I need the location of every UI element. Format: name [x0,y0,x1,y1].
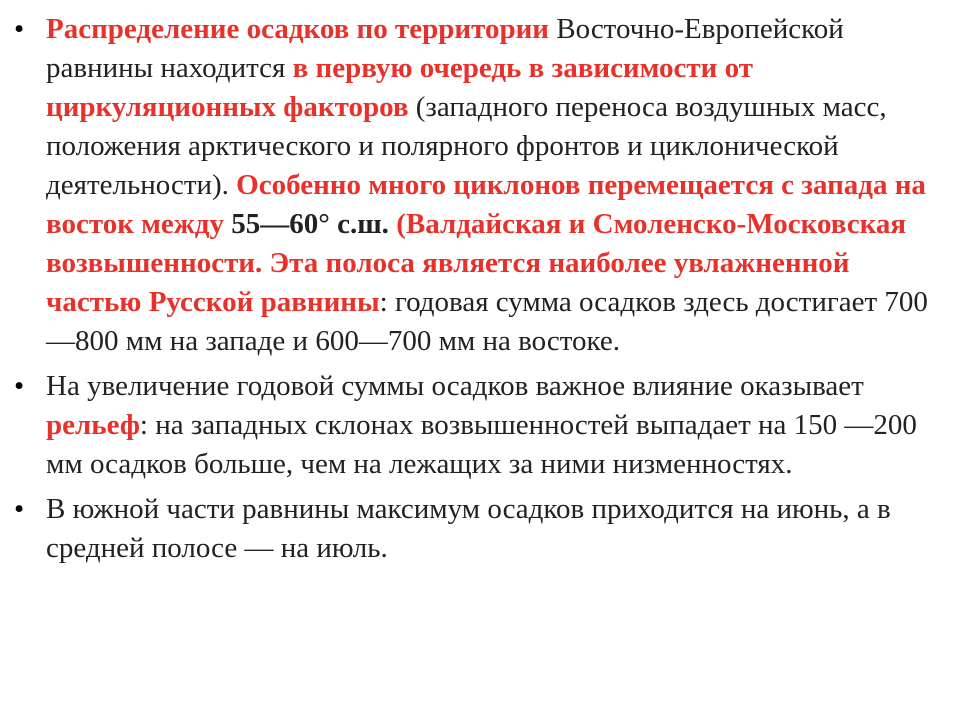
text-highlight: Особенно много циклонов перемещается с запада на восток между [46,169,926,240]
text-plain: (западного переноса воздушных масс, положения арктического и полярного фронтов и циклонической деятельности). [46,91,887,201]
bullet-list [14,10,950,574]
text-plain: На увеличение годовой суммы осадков важное влияние оказывает [46,370,864,402]
text-highlight: в первую очередь в зависимости от циркуляционных факторов [46,52,753,123]
bullet-marker: • [14,13,25,45]
text-plain: : на западных склонах возвышенностей выпадает на 150 —200 мм осадков больше, чем на лежащих за ними низменностях. [46,409,917,480]
text-highlight: (Валдайская и Смоленско-Московская возвышенности. Эта полоса является наиболее увлажненной частью Русской равнины [46,208,907,318]
text-plain: В южной части равнины максимум осадков приходится на июнь, а в средней полосе — на июль. [46,493,891,564]
text-highlight: рельеф [46,409,140,441]
bullet-item-seasonal-maximum [14,490,950,568]
bullet-marker: • [14,370,25,402]
bullet-marker: • [14,493,25,525]
text-highlight: Распределение осадков по территории [46,13,549,45]
text-plain: Восточно-Европейской равнины находится [46,13,844,84]
bullet-item-circulation [14,10,950,361]
text-latitude: 55—60° с.ш. [231,208,389,240]
text-plain: : годовая сумма осадков здесь достигает 700—800 мм на западе и 600—700 мм на востоке. [46,286,928,357]
bullet-item-relief [14,367,950,484]
